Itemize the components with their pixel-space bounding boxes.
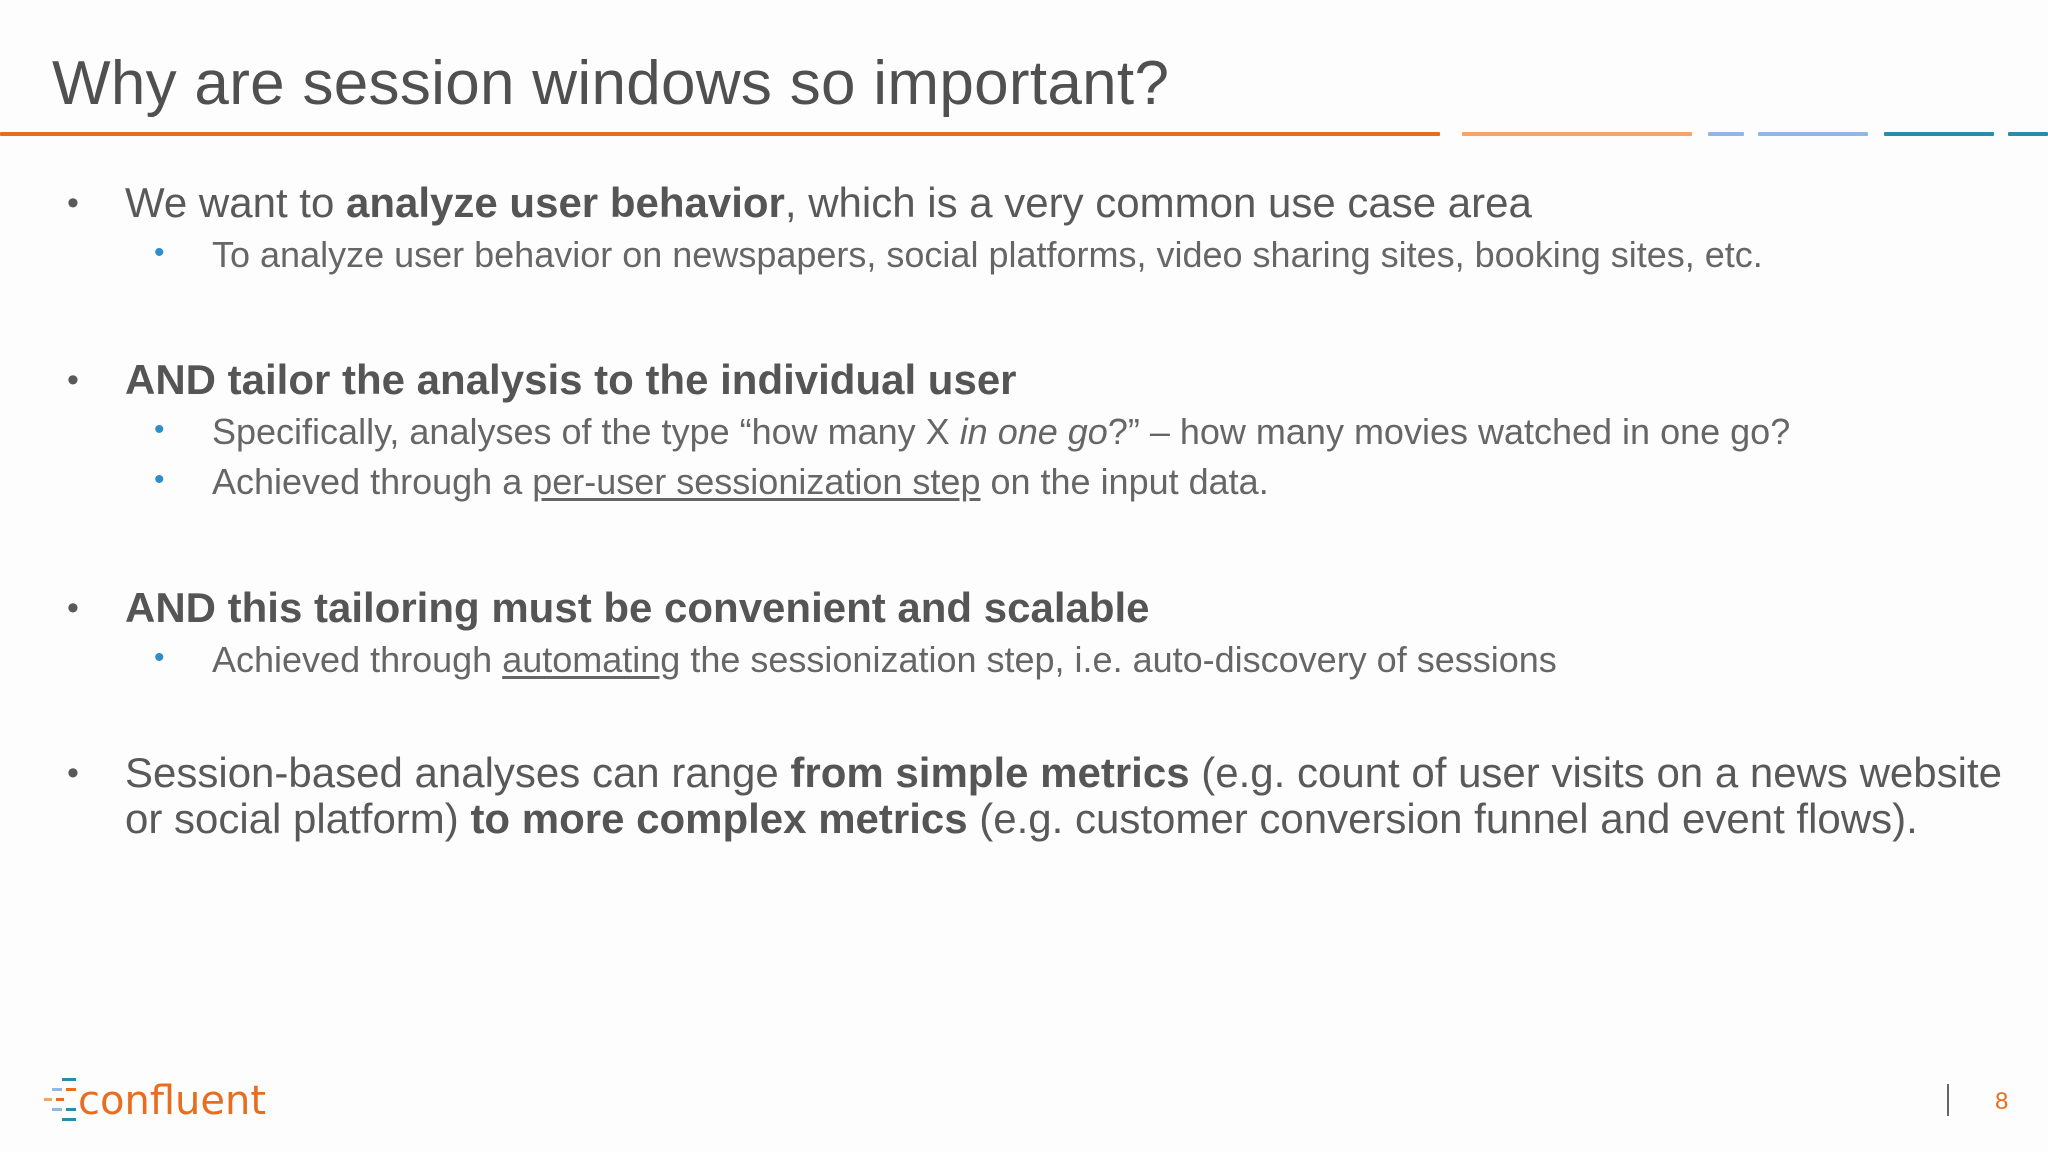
title-rule-orange [0, 132, 1440, 136]
sub-bullet-dot: • [154, 463, 165, 496]
sub-bullet-per-user-sessionization: • Achieved through a per-user sessionization step on the input data. [154, 461, 1269, 502]
sub-bullet-analyze-examples: • To analyze user behavior on newspapers, social platforms, video sharing sites, booking sites, etc. [154, 234, 1763, 275]
bullet-session-based-analyses: • Session-based analyses can range from simple metrics (e.g. count of user visits on a news website or social platform) to more complex metrics (e.g. customer conversion funnel and event flows). [67, 749, 2002, 842]
slide-title: Why are session windows so important? [52, 49, 1170, 118]
bullet-dot: • [67, 361, 79, 399]
title-rule-light-orange [1462, 132, 1692, 136]
bullet-dot: • [67, 184, 79, 222]
sub-bullet-dot: • [154, 413, 165, 446]
title-rule-light-blue [1758, 132, 1868, 136]
sub-bullet-how-many-x: • Specifically, analyses of the type “how many X in one go?” – how many movies watched in one go? [154, 411, 1791, 452]
per-user-sessionization-link: per-user sessionization step [532, 461, 981, 502]
confluent-logo-mark [44, 1078, 76, 1121]
title-rule-light-blue-short [1708, 132, 1744, 136]
bullet-analyze-user-behavior: • We want to analyze user behavior, which is a very common use case area [67, 179, 1532, 226]
title-rule-teal-short [2008, 132, 2048, 136]
bullet-dot: • [67, 589, 79, 627]
title-rule-teal [1884, 132, 1994, 136]
bullet-tailor-analysis: • AND tailor the analysis to the individual user [67, 356, 1017, 403]
sub-bullet-dot: • [154, 641, 165, 674]
automating-link: automating [502, 639, 681, 680]
confluent-logo-text: confluent [78, 1078, 267, 1124]
footer-divider [1947, 1084, 1949, 1116]
confluent-logo [42, 1070, 312, 1130]
sub-bullet-dot: • [154, 236, 165, 269]
sub-bullet-automating: • Achieved through automating the sessionization step, i.e. auto-discovery of sessions [154, 639, 1557, 680]
bullet-convenient-scalable: • AND this tailoring must be convenient and scalable [67, 584, 1150, 631]
page-number: 8 [1995, 1088, 2009, 1115]
bullet-dot: • [67, 754, 79, 792]
